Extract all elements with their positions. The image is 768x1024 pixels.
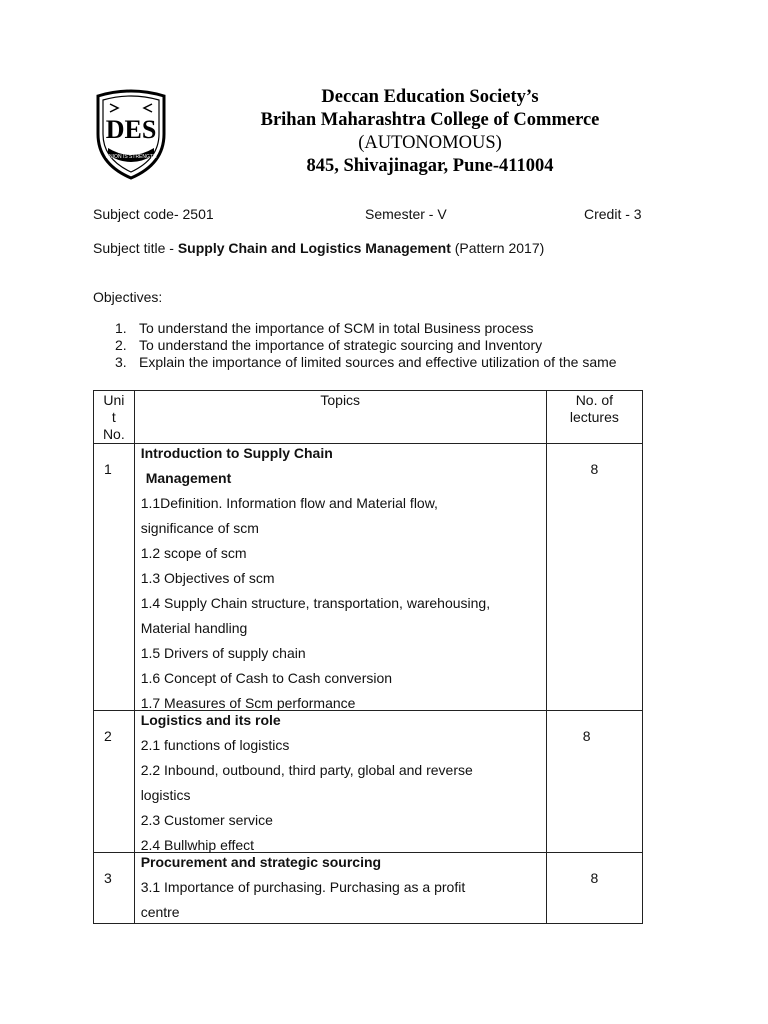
unit-title: Management [145,470,232,486]
subject-title-line [93,240,544,256]
unit-title: Procurement and strategic sourcing [140,854,382,870]
topic-item: 1.1Definition. Information flow and Material flow, [140,495,438,511]
topic-item: 1.6 Concept of Cash to Cash conversion [140,670,393,686]
topic-item: 1.4 Supply Chain structure, transportation, warehousing, [140,595,491,611]
table-row [94,853,643,924]
table-row [94,444,643,711]
objective-item: 2. To understand the importance of strategic sourcing and Inventory [115,337,543,353]
unit-topics [134,853,546,924]
table-row [94,711,643,853]
unit-title: Logistics and its role [140,712,281,728]
topic-item: Material handling [140,620,248,636]
logo-motto: UNION IS STRENGTH [105,154,157,160]
college-logo-emblem [92,88,170,180]
autonomous-status: (AUTONOMOUS) [358,133,502,153]
topic-item: 1.5 Drivers of supply chain [140,645,306,661]
topic-item: 3.1 Importance of purchasing. Purchasing as a profit [140,879,466,895]
header-lectures: No. of lectures [546,391,642,444]
topic-item: 2.4 Bullwhip effect [140,837,255,853]
topic-item: 2.1 functions of logistics [140,737,290,753]
topic-item: centre [140,904,180,920]
topic-item: 2.3 Customer service [140,812,273,828]
topic-item: 1.7 Measures of Scm performance [140,695,356,711]
topic-item: 1.3 Objectives of scm [140,570,275,586]
college-address: 845, Shivajinagar, Pune-411004 [306,156,554,176]
topic-item: 2.2 Inbound, outbound, third party, global and reverse [140,762,473,778]
credit: Credit - 3 [584,206,642,222]
subject-pattern: (Pattern 2017) [450,240,545,256]
syllabus-table [93,390,643,924]
lecture-count: 8 [546,853,642,924]
lecture-count: 8 [546,711,642,853]
unit-topics [134,711,546,853]
svg-text:DES: DES [105,115,157,144]
document-header [190,86,670,178]
objectives-heading: Objectives: [93,289,163,305]
unit-topics [134,444,546,711]
objective-item: 1. To understand the importance of SCM in total Business process [115,320,534,336]
college-name: Brihan Maharashtra College of Commerce [260,110,600,130]
lecture-count: 8 [546,444,642,711]
subject-title-prefix: Subject title - [93,240,178,256]
table-header-row [94,391,643,444]
unit-number: 1 [94,444,135,711]
subject-code: Subject code- 2501 [93,206,214,222]
unit-number: 2 [94,711,135,853]
objectives-list [93,320,713,371]
unit-number: 3 [94,853,135,924]
topic-item: logistics [140,787,191,803]
topic-item: significance of scm [140,520,259,536]
semester: Semester - V [365,206,447,222]
society-name: Deccan Education Society’s [321,87,539,107]
header-unit-no: Uni t No. [94,391,135,444]
unit-title: Introduction to Supply Chain [140,445,333,461]
topic-item: 1.2 scope of scm [140,545,247,561]
header-topics: Topics [134,391,546,444]
subject-title: Supply Chain and Logistics Management [177,240,451,256]
objective-item: 3. Explain the importance of limited sources and effective utilization of the same [115,354,617,370]
